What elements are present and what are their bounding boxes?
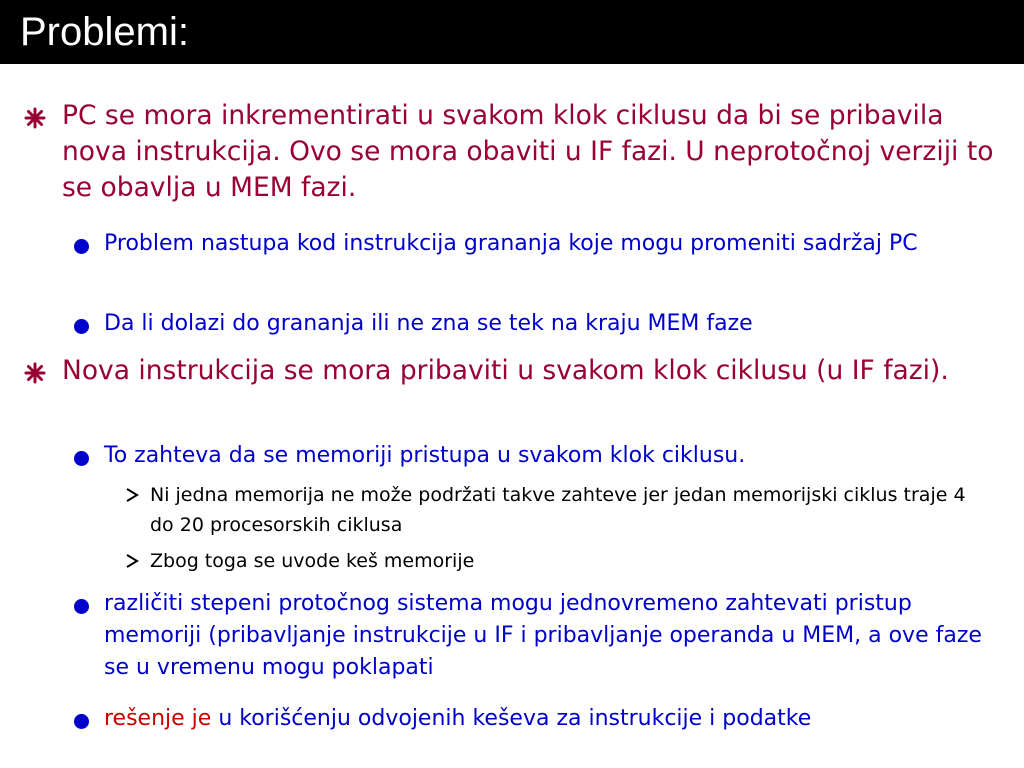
- bullet-level1: [62, 353, 1002, 389]
- item-text: To zahteva da se memoriji pristupa u svakom klok ciklusu.: [104, 443, 746, 468]
- bullet-level3: [150, 546, 990, 576]
- item-text: Problem nastupa kod instrukcija grananja koje mogu promeniti sadržaj PC: [104, 231, 918, 256]
- dot-bullet-icon: [74, 599, 89, 614]
- asterisk-bullet-icon: [22, 353, 48, 389]
- bullet-level3: [150, 480, 990, 540]
- dot-bullet-icon: [74, 239, 89, 254]
- bullet-level2: [104, 308, 984, 340]
- item-text-highlight: rešenje je: [104, 706, 212, 731]
- asterisk-bullet-icon: [22, 98, 48, 134]
- item-text: različiti stepeni protočnog sistema mogu jednovremeno zahtevati pristup memoriji (pribavljanje instrukcije u IF i pribavljanje operanda u MEM, a ove faze se u vremenu mogu poklapati: [104, 591, 982, 680]
- bullet-level2: [104, 588, 984, 684]
- bullet-level2: [104, 703, 984, 735]
- item-text: Da li dolazi do grananja ili ne zna se tek na kraju MEM faze: [104, 311, 753, 336]
- arrowhead-bullet-icon: [125, 487, 139, 503]
- bullet-level1: [62, 98, 1002, 206]
- item-text: u korišćenju odvojenih keševa za instrukcije i podatke: [211, 706, 812, 731]
- item-text: Zbog toga se uvode keš memorije: [150, 550, 475, 572]
- dot-bullet-icon: [74, 714, 89, 729]
- dot-bullet-icon: [74, 319, 89, 334]
- arrowhead-bullet-icon: [125, 553, 139, 569]
- slide-title: Problemi:: [20, 10, 189, 54]
- dot-bullet-icon: [74, 451, 89, 466]
- bullet-level2: [104, 440, 984, 472]
- title-bar: [0, 0, 1024, 64]
- item-text: PC se mora inkrementirati u svakom klok ciklusu da bi se pribavila nova instrukcija. Ovo se mora obaviti u IF fazi. U neprotočnoj verziji to se obavlja u MEM fazi.: [62, 100, 994, 203]
- bullet-level2: [104, 228, 984, 260]
- item-text: Nova instrukcija se mora pribaviti u svakom klok ciklusu (u IF fazi).: [62, 355, 949, 386]
- item-text: Ni jedna memorija ne može podržati takve zahteve jer jedan memorijski ciklus traje 4 do 20 procesorskih ciklusa: [150, 484, 966, 536]
